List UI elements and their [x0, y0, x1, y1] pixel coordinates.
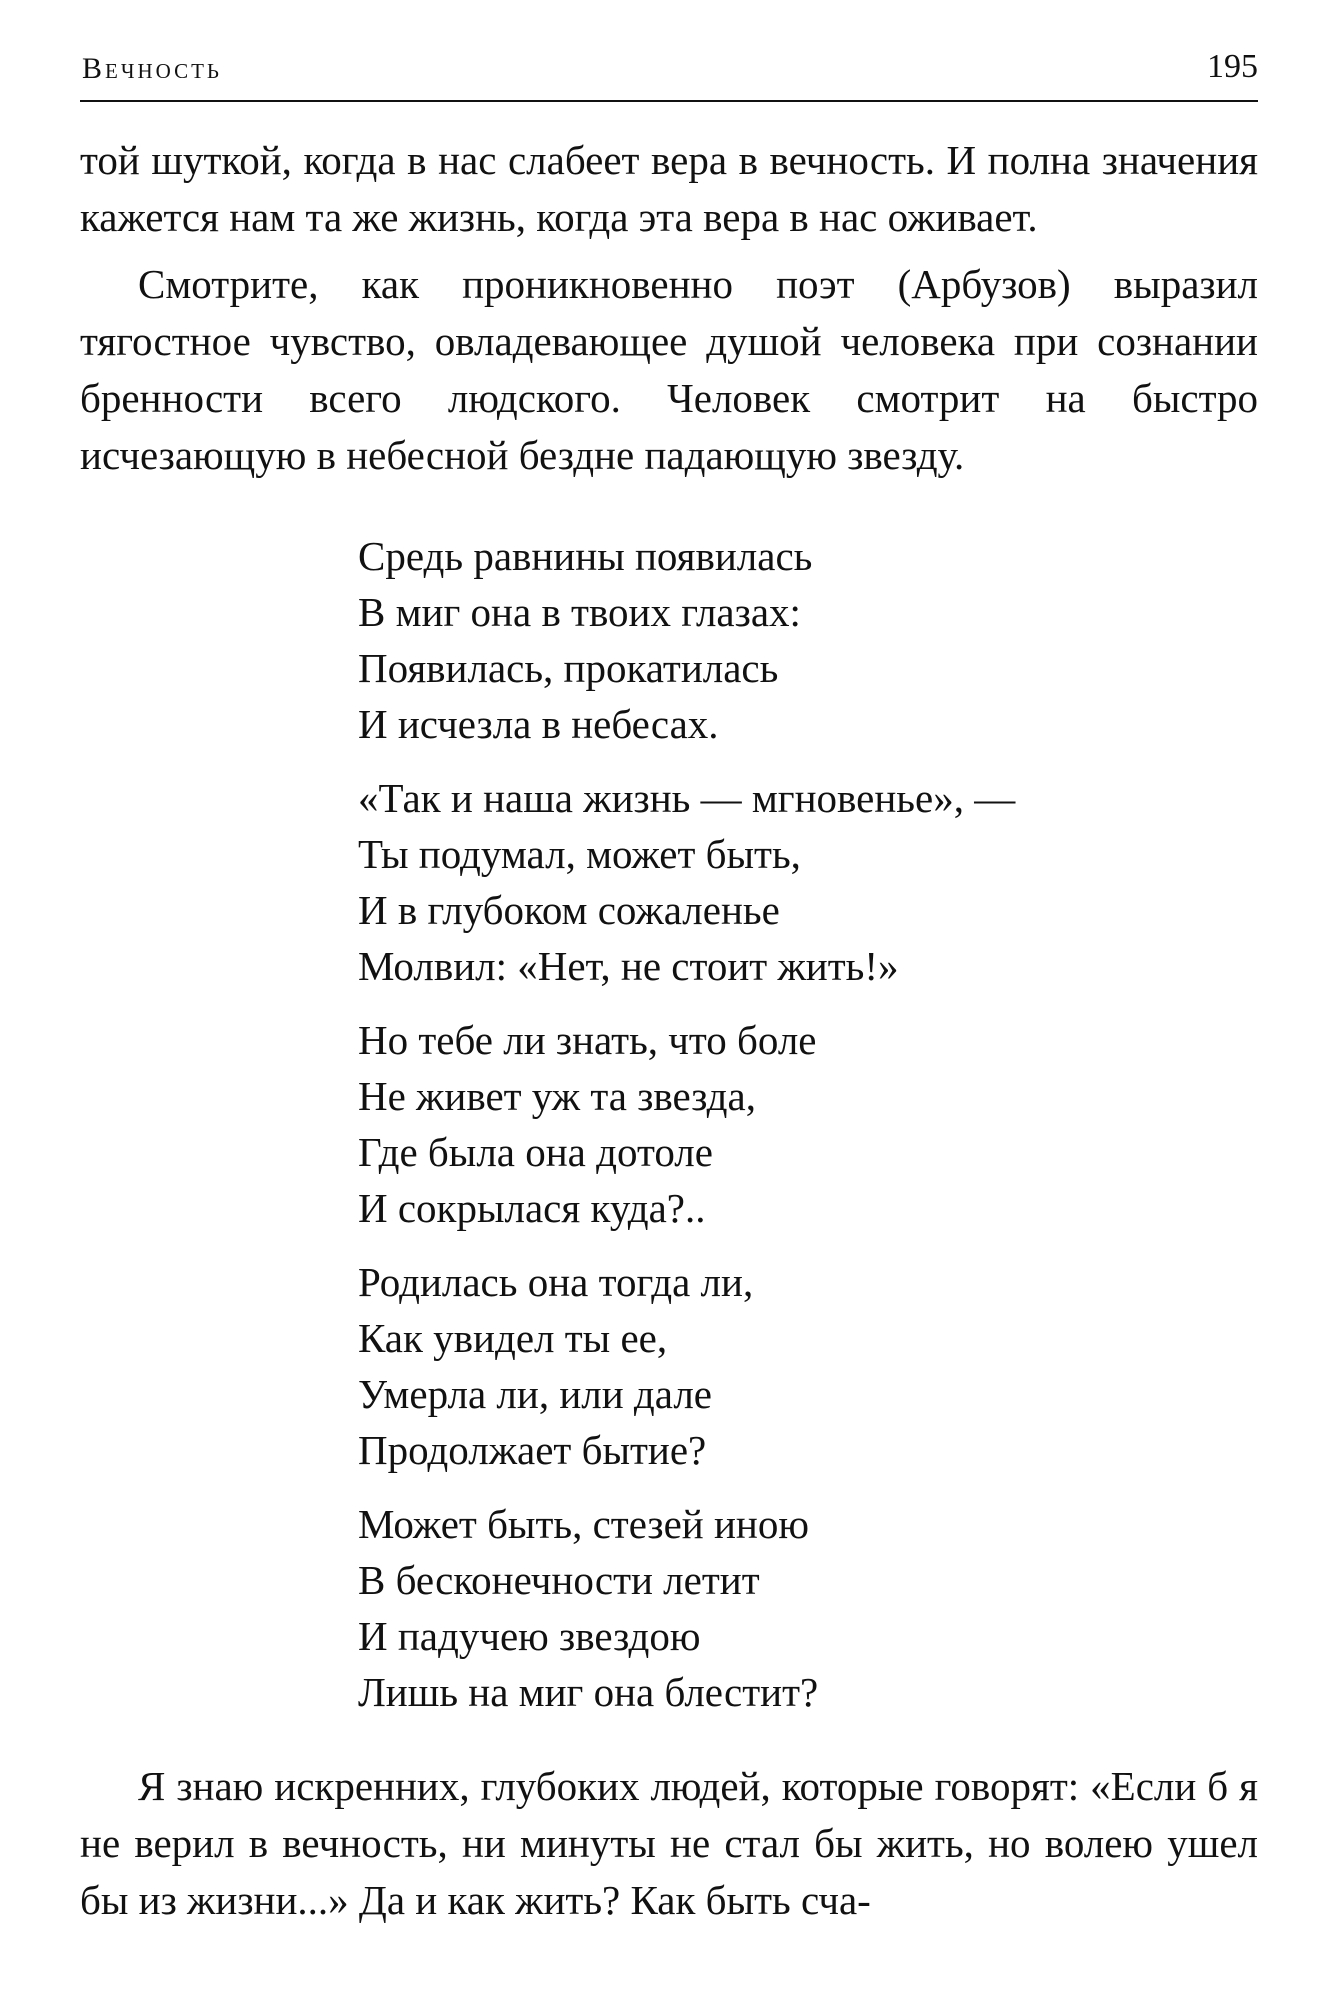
- poem: [358, 528, 1258, 1720]
- verse-line: И в глубоком сожаленье: [358, 887, 780, 933]
- verse-line: Не живет уж та звезда,: [358, 1073, 756, 1119]
- verse-line: Может быть, стезей иною: [358, 1501, 809, 1547]
- paragraph-continued: той шуткой, когда в нас слабеет вера в вечность. И полна значения кажется нам та же жизнь, когда эта вера в нас оживает.: [80, 137, 1258, 240]
- poem-stanza-4: [358, 1254, 1258, 1478]
- paragraph-intro-poem: Смотрите, как проникновенно поэт (Арбузов) выразил тягостное чувство, овладевающее душой человека при сознании бренности всего людского. Человек смотрит на быстро исчезающую в небесной бездне падающую звезду.: [80, 261, 1258, 478]
- page-number: 195: [1207, 48, 1258, 85]
- book-page: [80, 48, 1258, 1929]
- poem-stanza-3: [358, 1012, 1258, 1236]
- paragraph-after-poem: Я знаю искренних, глубоких людей, которые говорят: «Если б я не верил в вечность, ни минуты не стал бы жить, но волею ушел бы из жизни...» Да и как жить? Как быть сча-: [80, 1763, 1258, 1923]
- verse-line: В миг она в твоих глазах:: [358, 589, 801, 635]
- verse-line: И сокрылася куда?..: [358, 1185, 706, 1231]
- verse-line: Умерла ли, или дале: [358, 1371, 713, 1417]
- verse-line: Но тебе ли знать, что боле: [358, 1017, 817, 1063]
- verse-line: И исчезла в небесах.: [358, 701, 719, 747]
- verse-line: Продолжает бытие?: [358, 1427, 707, 1473]
- verse-line: И падучею звездою: [358, 1613, 701, 1659]
- body-text: [80, 132, 1258, 1929]
- poem-stanza-2: [358, 770, 1258, 994]
- verse-line: Где была она дотоле: [358, 1129, 713, 1175]
- verse-line: Ты подумал, может быть,: [358, 831, 801, 877]
- verse-line: В бесконечности летит: [358, 1557, 760, 1603]
- verse-line: Как увидел ты ее,: [358, 1315, 668, 1361]
- verse-line: Лишь на миг она блестит?: [358, 1669, 819, 1715]
- verse-line: Молвил: «Нет, не стоит жить!»: [358, 943, 899, 989]
- verse-line: Средь равнины появилась: [358, 533, 813, 579]
- verse-line: Появилась, прокатилась: [358, 645, 779, 691]
- running-head: [80, 48, 1258, 102]
- verse-line: Родилась она тогда ли,: [358, 1259, 754, 1305]
- verse-line: «Так и наша жизнь — мгновенье», —: [358, 775, 1016, 821]
- poem-stanza-1: [358, 528, 1258, 752]
- running-head-title: Вечность: [82, 52, 222, 85]
- poem-stanza-5: [358, 1496, 1258, 1720]
